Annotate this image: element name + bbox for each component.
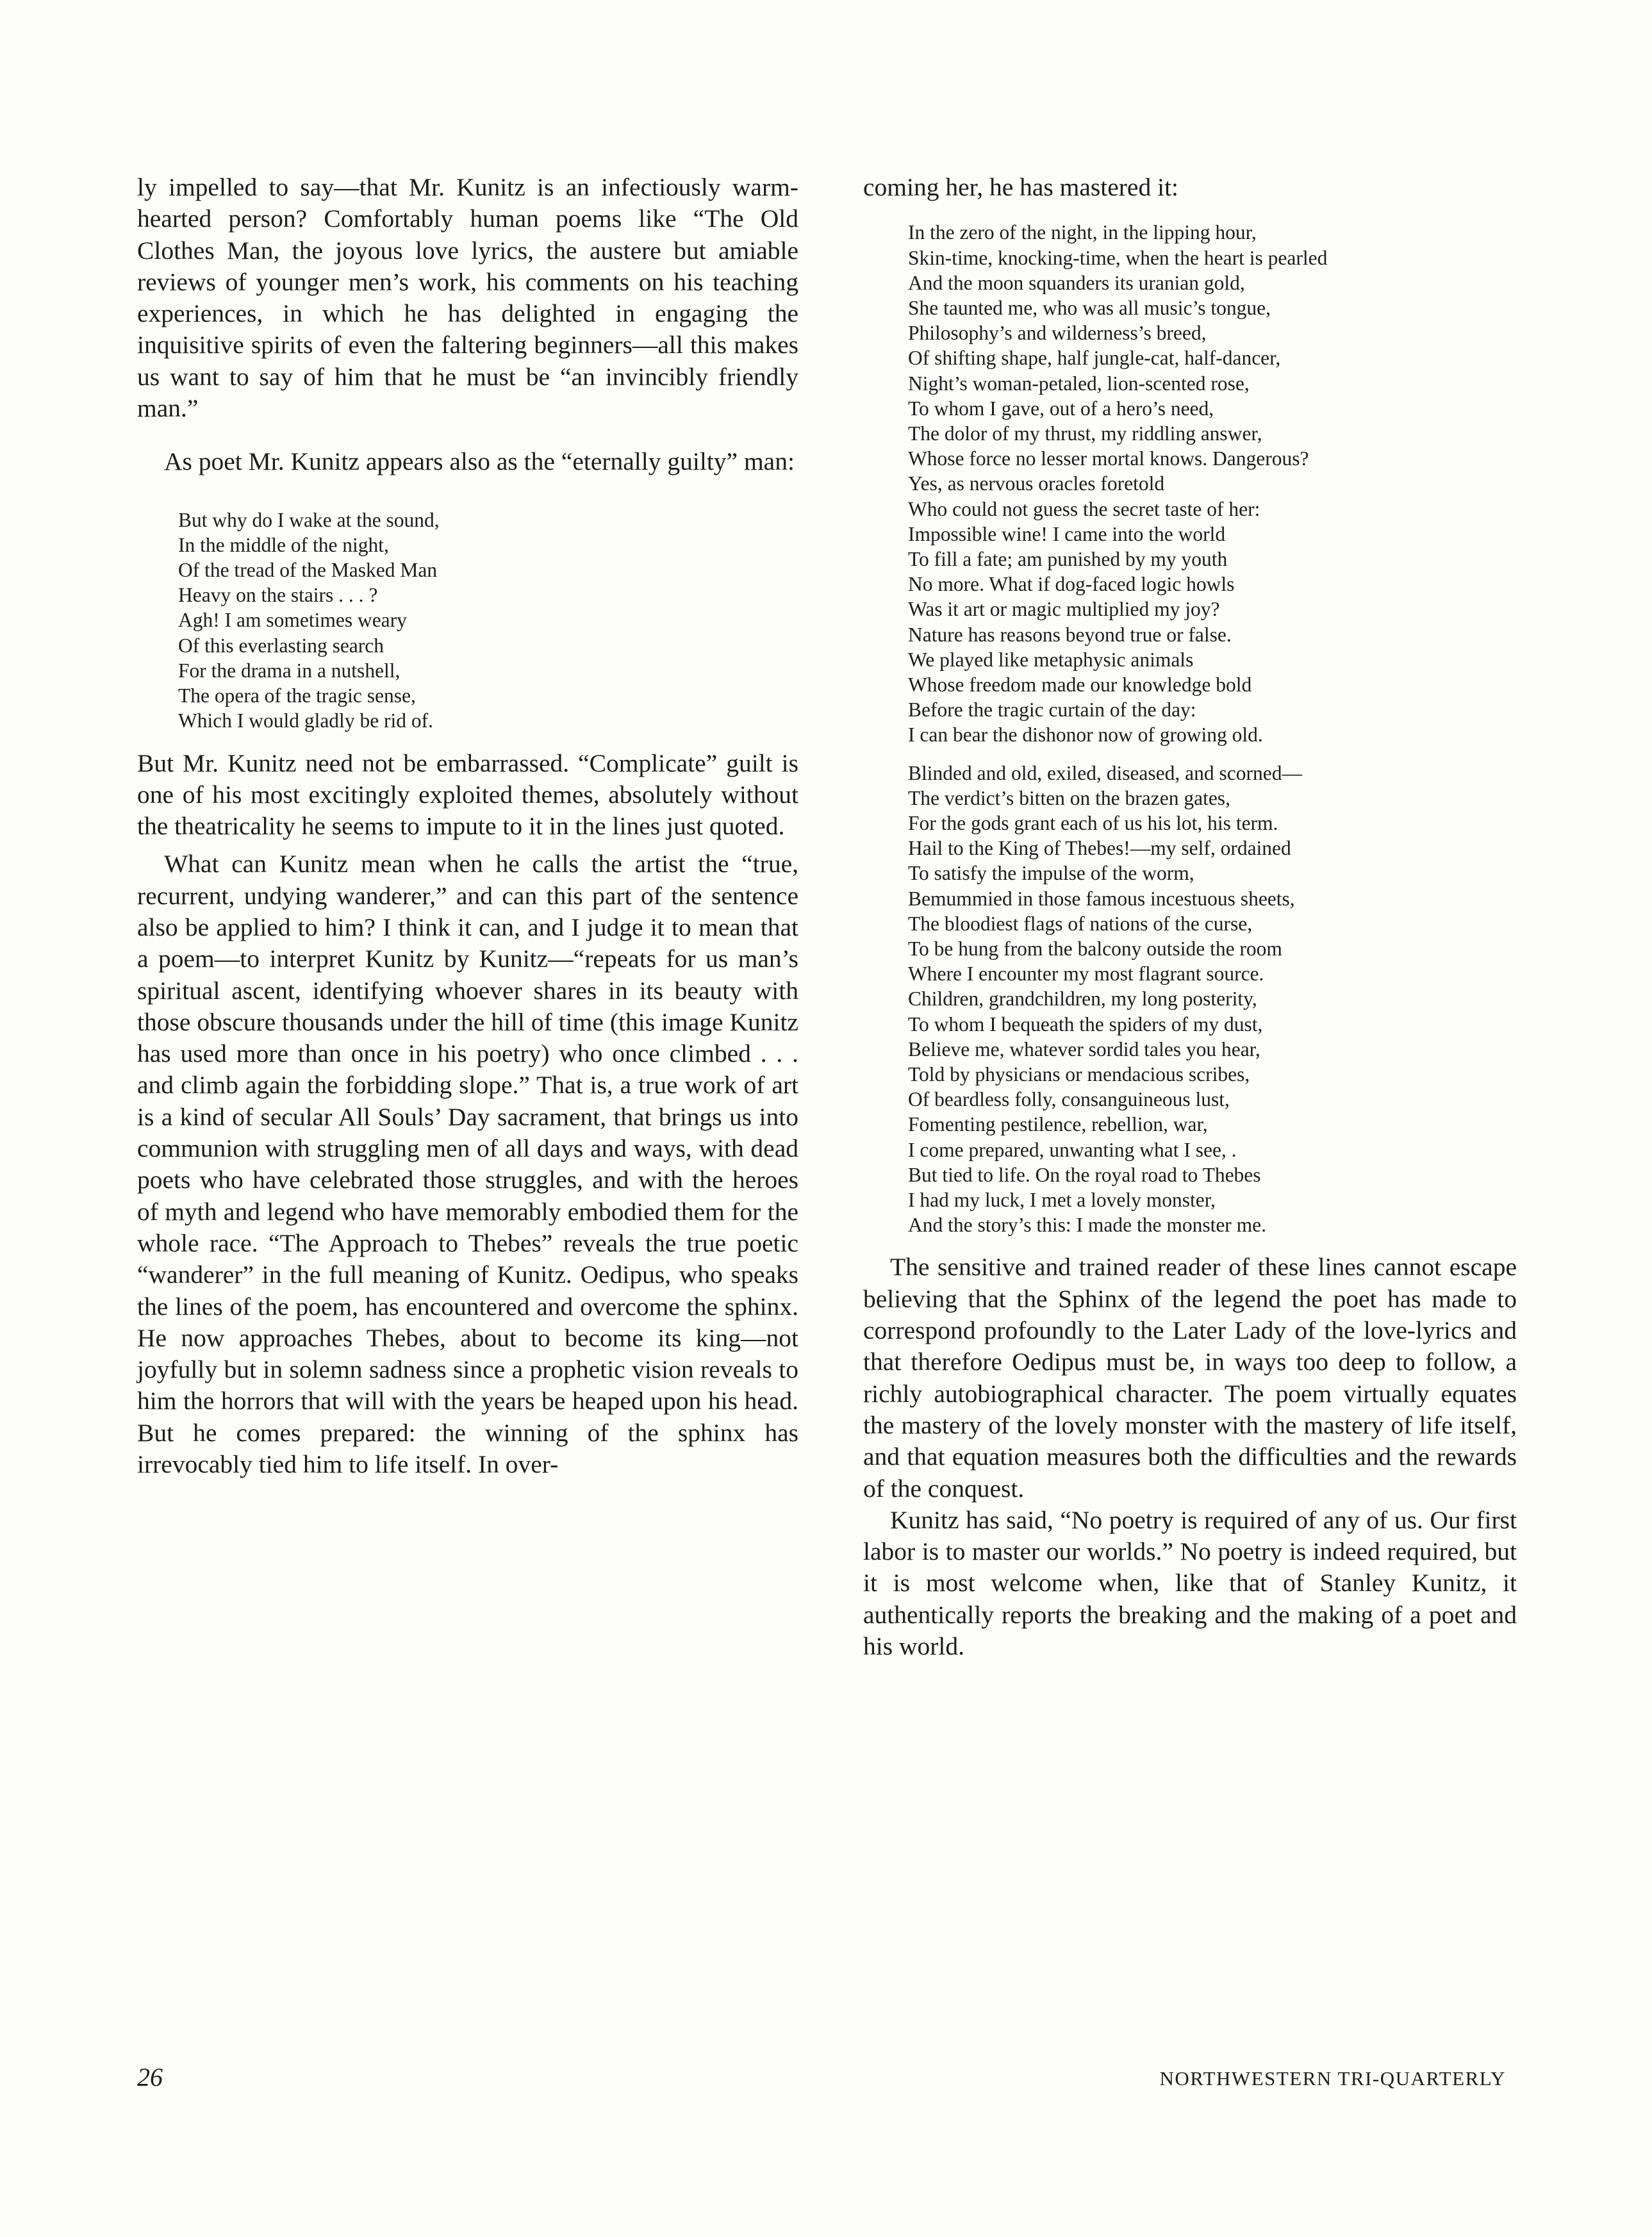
verse-line: I come prepared, unwanting what I see, . bbox=[908, 1138, 1237, 1161]
verse-line: Of the tread of the Masked Man bbox=[178, 559, 438, 582]
verse-line: And the story’s this: I made the monster me. bbox=[908, 1214, 1267, 1237]
verse-block-masked-man bbox=[178, 508, 798, 734]
verse-line: Yes, as nervous oracles foretold bbox=[908, 472, 1165, 495]
verse-line: The verdict’s bitten on the brazen gates, bbox=[908, 786, 1230, 809]
verse-line: Agh! I am sometimes weary bbox=[178, 609, 407, 632]
verse-line: Was it art or magic multiplied my joy? bbox=[908, 598, 1220, 621]
verse-line: To whom I gave, out of a hero’s need, bbox=[908, 397, 1214, 420]
verse-line: For the drama in a nutshell, bbox=[178, 659, 401, 682]
verse-line: Who could not guess the secret taste of her: bbox=[908, 497, 1260, 520]
verse-line: Night’s woman-petaled, lion-scented rose, bbox=[908, 372, 1250, 395]
verse-line: The dolor of my thrust, my riddling answer, bbox=[908, 422, 1262, 445]
paragraph: ly impelled to say—that Mr. Kunitz is an infectiously warm-hearted person? Comfortably human poems like “The Old Clothes Man, the joyous love lyrics, the austere but amiable reviews of younger men’s work, his comments on his teaching experiences, in which he has delighted in engaging the inquisitive spirits of even the faltering beginners—all this makes us want to say of him that he must be “an invincibly friendly man.” bbox=[137, 173, 798, 423]
verse-line: Philosophy’s and wilderness’s breed, bbox=[908, 322, 1207, 345]
paragraph: As poet Mr. Kunitz appears also as the “eternally guilty” man: bbox=[164, 447, 795, 476]
paragraph: Kunitz has said, “No poetry is required of any of us. Our first labor is to master our worlds.” No poetry is indeed required, but it is most welcome when, like that of Stanley Kunitz, it authentically reports the breaking and the making of a poet and his world. bbox=[863, 1505, 1517, 1660]
verse-line: Nature has reasons beyond true or false. bbox=[908, 623, 1232, 646]
verse-line: Told by physicians or mendacious scribes, bbox=[908, 1063, 1250, 1085]
verse-line: Impossible wine! I came into the world bbox=[908, 522, 1226, 545]
verse-line: We played like metaphysic animals bbox=[908, 648, 1194, 671]
verse-line: To be hung from the balcony outside the room bbox=[908, 937, 1282, 960]
verse-line: To whom I bequeath the spiders of my dust, bbox=[908, 1012, 1263, 1036]
verse-line: Where I encounter my most flagrant source. bbox=[908, 962, 1264, 986]
verse-block-thebes-stanza-1 bbox=[908, 220, 1517, 747]
verse-line: Blinded and old, exiled, diseased, and scorned— bbox=[908, 761, 1302, 784]
verse-line: Before the tragic curtain of the day: bbox=[908, 698, 1196, 722]
verse-line: In the middle of the night, bbox=[178, 533, 389, 556]
verse-line: The bloodiest flags of nations of the curse, bbox=[908, 912, 1253, 935]
verse-line: For the gods grant each of us his lot, his term. bbox=[908, 811, 1278, 834]
verse-line: Whose freedom made our knowledge bold bbox=[908, 673, 1252, 696]
verse-line: Children, grandchildren, my long posterity, bbox=[908, 987, 1257, 1011]
verse-line: But why do I wake at the sound, bbox=[178, 508, 440, 531]
verse-line: No more. What if dog-faced logic howls bbox=[908, 573, 1235, 596]
verse-block-thebes-stanza-2 bbox=[908, 761, 1517, 1238]
verse-line: I had my luck, I met a lovely monster, bbox=[908, 1189, 1216, 1212]
verse-line: To fill a fate; am punished by my youth bbox=[908, 547, 1228, 570]
verse-line: Fomenting pestilence, rebellion, war, bbox=[908, 1113, 1208, 1136]
verse-line: In the zero of the night, in the lipping hour, bbox=[908, 221, 1257, 244]
left-column bbox=[137, 172, 798, 1480]
running-footer-journal-title: NORTHWESTERN TRI-QUARTERLY bbox=[1159, 2067, 1506, 2090]
verse-line: Heavy on the stairs . . . ? bbox=[178, 584, 378, 607]
verse-line: The opera of the tragic sense, bbox=[178, 684, 416, 707]
verse-line: Of beardless folly, consanguineous lust, bbox=[908, 1088, 1230, 1111]
verse-line: Of this everlasting search bbox=[178, 634, 384, 657]
verse-line: Of shifting shape, half jungle-cat, half-dancer, bbox=[908, 347, 1281, 370]
verse-line: Skin-time, knocking-time, when the heart is pearled bbox=[908, 246, 1328, 269]
verse-line: Which I would gladly be rid of. bbox=[178, 709, 434, 732]
verse-line: To satisfy the impulse of the worm, bbox=[908, 862, 1194, 885]
page-number: 26 bbox=[137, 2063, 163, 2092]
paragraph: What can Kunitz mean when he calls the artist the “true, recurrent, undying wanderer,” and can this part of the sentence also be applied to him? I think it can, and I judge it to mean that a poem—to interpret Kunitz by Kunitz—“repeats for us man’s spiritual ascent, identifying whoever shares in its beauty with those obscure thousands under the hill of time (this image Kunitz has used more than once in his poetry) who once climbed . . . and climb again the forbidding slope.” That is, a true work of art is a kind of secular All Souls’ Day sacrament, that brings us into communion with struggling men of all days and ways, with dead poets who have celebrated those struggles, and with the heroes of myth and legend who have memorably embodied them for the whole race. “The Approach to Thebes” reveals the true poetic “wanderer” in the full meaning of Kunitz. Oedipus, who speaks the lines of the poem, has encountered and overcome the sphinx. He now approaches Thebes, about to become its king—not joyfully but in solemn sadness since a prophetic vision reveals to him the horrors that will with the years be heaped upon his head. But he comes prepared: the winning of the sphinx has irrevocably tied him to life itself. In over- bbox=[137, 850, 798, 1479]
paragraph: The sensitive and trained reader of these lines cannot escape believing that the Sphinx of the legend the poet has made to correspond profoundly to the Later Lady of the love-lyrics and that therefore Oedipus must be, in ways too deep to follow, a richly autobiographical character. The poem virtually equates the mastery of the lovely monster with the mastery of life itself, and that equation measures both the difficulties and the rewards of the conquest. bbox=[863, 1253, 1517, 1503]
paragraph: But Mr. Kunitz need not be embarrassed. “Complicate” guilt is one of his most excitingly exploited themes, absolutely without the theatricality he seems to impute to it in the lines just quoted. bbox=[137, 748, 798, 841]
verse-line: She taunted me, who was all music’s tongue, bbox=[908, 296, 1271, 319]
verse-line: Bemummied in those famous incestuous sheets, bbox=[908, 887, 1295, 910]
verse-line: But tied to life. On the royal road to Thebes bbox=[908, 1163, 1261, 1186]
verse-line: I can bear the dishonor now of growing old. bbox=[908, 723, 1263, 747]
verse-line: Believe me, whatever sordid tales you hear, bbox=[908, 1037, 1260, 1061]
verse-line: Hail to the King of Thebes!—my self, ordained bbox=[908, 837, 1291, 860]
right-column bbox=[863, 172, 1517, 1662]
paragraph: coming her, he has mastered it: bbox=[863, 173, 1179, 201]
verse-line: Whose force no lesser mortal knows. Dangerous? bbox=[908, 447, 1309, 470]
verse-line: And the moon squanders its uranian gold, bbox=[908, 271, 1245, 294]
